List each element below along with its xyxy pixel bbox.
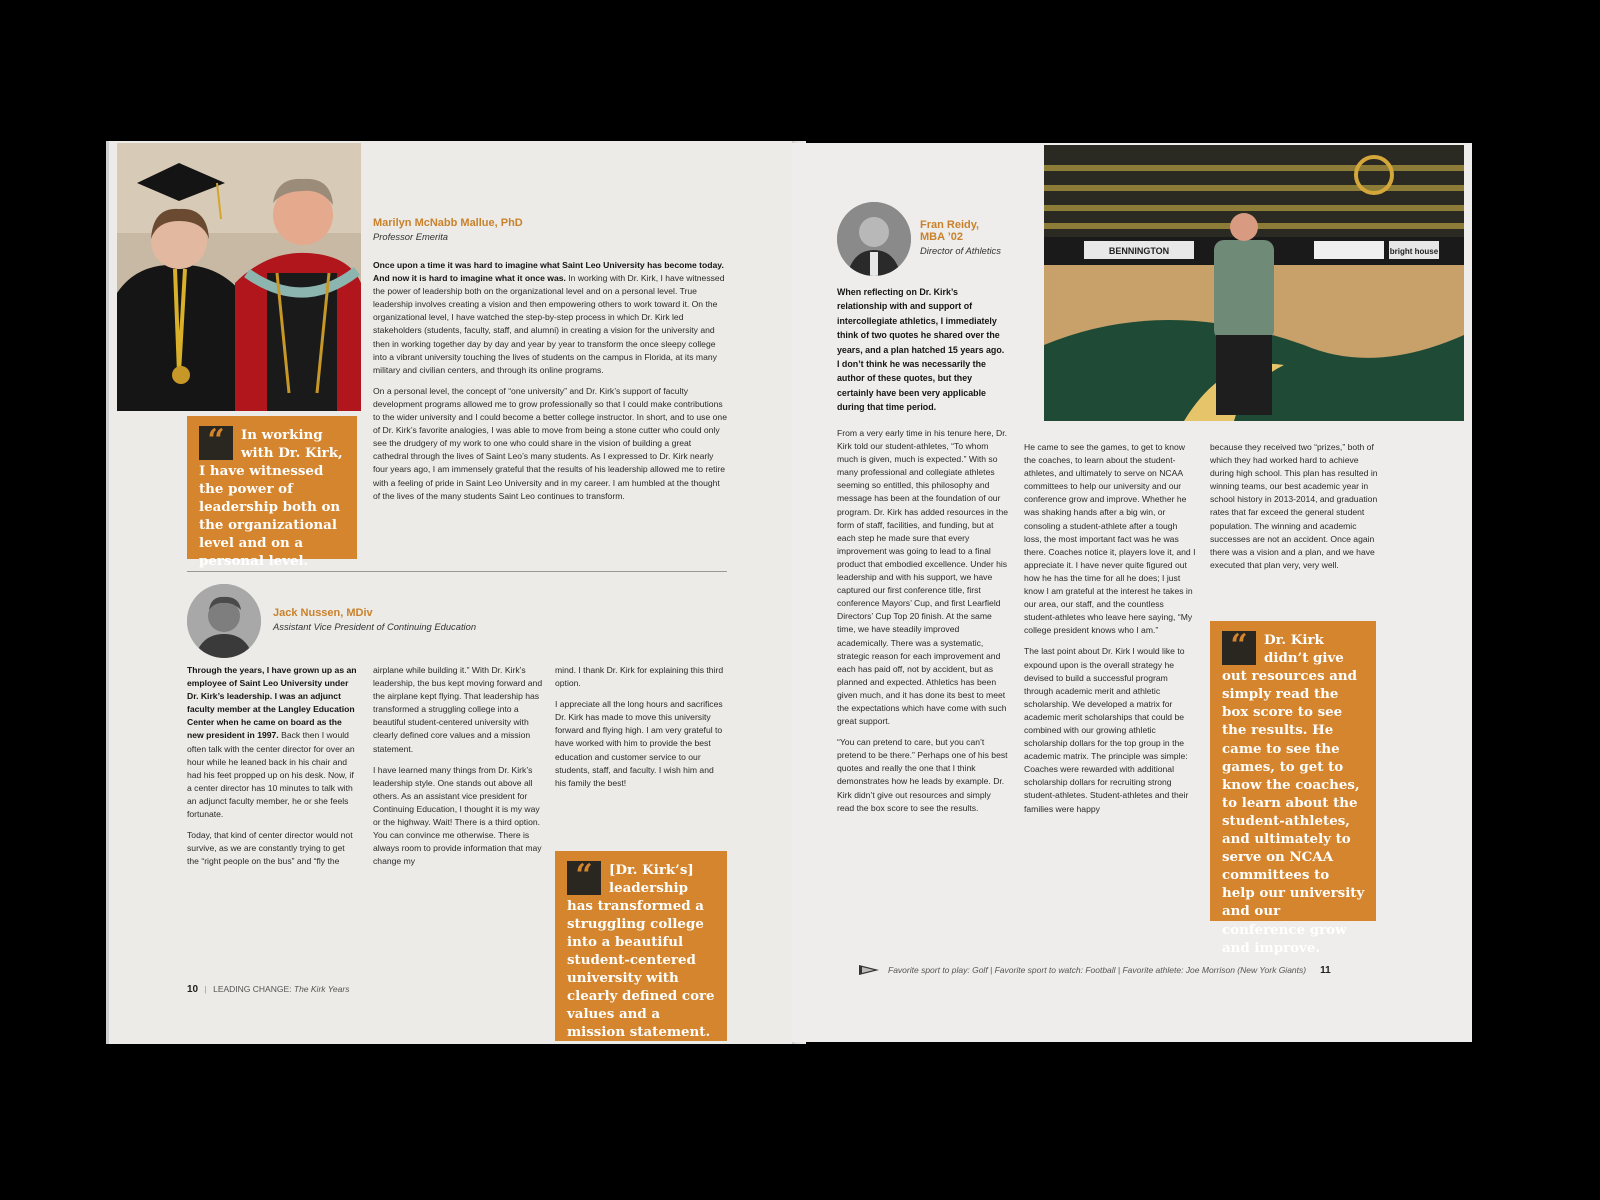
mallue-para2: On a personal level, the concept of “one university” and Dr. Kirk’s support of faculty development programs allowed me to grow professionally so that I could make contributions to the wider university and I could become a better college instructor. In short, and to use one of Dr. Kirk’s favorite analogies, I was able to move from being a stone cutter who could only see the drudgery of my work to one who could share in the vision of building a great cathedral through the lives of Saint Leo’s many students. As I expressed to Dr. Kirk nearly four years ago, I am immensely grateful that the results of his leadership allowed me to retire with a feeling of pride in Saint Leo University and in my career. I am humbled at the thought of the lives of the many students Saint Leo continues to transform. [373,385,727,501]
nussen-col2-p1: airplane while building it.” With Dr. Kirk’s leadership, the bus kept moving forward and the airplane kept flying. That leadership has transformed a struggling college into a beautiful student-centered university with clearly defined core values and a mission statement. [373,665,543,754]
quote-mark-icon: “ [1222,631,1256,665]
mallue-lead: Once upon a time it was hard to imagine what Saint Leo University has become today. And now it is hard to imagine what it once was. [373,260,724,284]
reidy-col2-p1: He came to see the games, to get to know the coaches, to learn about the student-athletes, and ultimately to serve on NCAA committees to help our university and our conference grow and improve. Whether he was shaking hands after a big win, or consoling a student-athlete after a tough loss, the most important fact was he was there. Coaches notice it, players love it, and I appreciate it. I have never quite figured out how he has the time for all he does; I just know I am grateful at the interest he takes in our area, our staff, and the countless student-athletes who leave here saying, “My college president knows who I am.” [1024,442,1196,636]
pull-quote-mallue-text: In working with Dr. Kirk, I have witnessed the power of leadership both on the organizational level and on a personal level. [199,427,343,569]
nussen-col2-p2: I have learned many things from Dr. Kirk’s leadership style. One stands out above all others. As an assistant vice president for Continuing Education, I thought it is my way or the highway. Wait! There is a third option. You can convince me otherwise. There is always room to provide information that may change my [373,764,542,867]
pull-quote-nussen [555,851,727,1041]
mallue-article [373,259,727,511]
author-name-nussen: Jack Nussen, MDiv [273,607,373,619]
left-page [109,141,792,1044]
author-role-mallue: Professor Emerita [373,231,449,242]
author-role-reidy: Director of Athletics [920,245,1001,256]
pull-quote-reidy [1210,621,1376,956]
reidy-col1-p2: “You can pretend to care, but you can’t pretend to be there.” Perhaps one of his best quotes and really the one that I think demonstrates how he leads by example. Dr. Kirk didn’t give out resources and simply read the box score to see the results. [837,737,1008,813]
quote-mark-icon: “ [199,426,233,460]
gym-photo-art [1044,145,1464,421]
reidy-col-2 [1024,441,1196,824]
right-footer [858,963,1458,977]
graduation-photo-art [117,143,361,411]
nussen-col1-text: Back then I would often talk with the center director for over an hour while he leaned back in his chair and had his feet propped up on his desk. Now, if a center director has 10 minutes to talk with an adjunct faculty member, he or she feels fortunate. [187,730,355,820]
pull-quote-nussen-text: [Dr. Kirk’s] leadership has transformed a struggling college into a beautiful student-centered university with clearly defined core values and a mission statement. [567,862,715,1040]
author-name-mallue: Marilyn McNabb Mallue, PhD [373,217,523,229]
author-name-reidy-1: Fran Reidy, [920,219,980,231]
nussen-col-3 [555,664,727,798]
nussen-lead: Through the years, I have grown up as an employee of Saint Leo University under Dr. Kirk’s leadership. I was an adjunct faculty member at the Langley Education Center when he came on board as the new president in 1997. [187,665,357,741]
nussen-col-1 [187,664,357,876]
graduation-photo [117,143,361,411]
mallue-para1: In working with Dr. Kirk, I have witnessed the power of leadership both on the organizational level and on a personal level. True leadership involves creating a vision and then empowering others to work toward it. On the organizational level, I have watched the step-by-step process in which Dr. Kirk led stakeholders (students, faculty, staff, and alumni) in creating a vision for the university and then in working together day by day and year by year to transform the once sleepy college into a vibrant university touching the lives of students on the campus in Florida, at its many military and civilian centers, and through its online programs. [373,273,725,375]
reidy-col2-p2: The last point about Dr. Kirk I would like to expound upon is the overall strategy he devised to build a successful program through academic merit and athletic scholarship. We developed a matrix for academic merit scholarships that could be combined with our growing athletic scholarship dollars for the top group in the academic matrix. The principle was simple: Coaches were rewarded with additional scholarship dollars for recruiting strong student-athletes. Student-athletes and their families were happy [1024,646,1189,814]
page-number-left: 10 [187,984,199,995]
quote-mark-icon: “ [567,861,601,895]
reidy-col3-p1: because they received two “prizes,” both of which they had worked hard to achieve during high school. This plan has resulted in winning teams, our best academic year in school history in 2013-2014, and graduation rates that far exceed the general student population. The winning and academic successes are not an accident. Once again there was a vision and a plan, and we have executed that plan very, very well. [1210,442,1378,570]
author-name-reidy-2: MBA ’02 [920,231,963,243]
page-number-right: 11 [1320,964,1331,976]
author-role-nussen: Assistant Vice President of Continuing Education [273,621,477,632]
section-divider [187,571,727,572]
nussen-col3-p1: mind. I thank Dr. Kirk for explaining this third option. [555,665,724,689]
pull-quote-mallue [187,416,357,569]
banner-bennington: BENNINGTON [1108,246,1170,256]
reidy-col1-p1: From a very early time in his tenure here, Dr. Kirk told our student-athletes, “To whom much is given, much is expected.” With so many professional and collegiate athletes seeming so entitled, this philosophy and message has been at the foundation of our program. Dr. Kirk has added resources in the form of staff, facilities, and funding, but at each step he made sure that every improvement was going to lead to a final product that embodied excellence. Under his leadership and with his support, we have captured our first conference title, first conference Mayors’ Cup, and first Learfield Directors’ Cup Top 20 finish. At the same time, we have steadily improved academically. There was a systematic, strategic reason for each improvement and each has paid off, not by accident, but as planned and expected. Athletics has been given much, and it has done its best to meet the expectations which have come with such great support. [837,428,1009,727]
gym-photo [1044,145,1464,421]
running-head-title: The Kirk Years [293,984,350,994]
left-footer: 10 | LEADING CHANGE: The Kirk Years [187,984,350,995]
pennant-logo-icon [858,963,880,977]
reidy-col-1 [837,427,1009,823]
avatar-nussen [187,584,261,658]
nussen-col3-p2: I appreciate all the long hours and sacrifices Dr. Kirk has made to move this university forward and flying high. I am very grateful to have worked with him to provide the best education and customer service to our students, staff, and faculty. I wish him and his family the best! [555,699,723,788]
right-page [792,143,1472,1042]
reidy-intro: When reflecting on Dr. Kirk’s relationship with and support of intercollegiate athletics, I immediately think of two quotes he shared over the years, and a plan hatched 15 years ago. I don’t think he was necessarily the author of these quotes, but they certainly have been very applicable during that time period. [837,287,1005,413]
running-head: LEADING CHANGE: [213,984,294,994]
pull-quote-reidy-text: Dr. Kirk didn’t give out resources and simply read the box score to see the results. He came to see the games, to get to know the coaches, to learn about the student-athletes, and ultimately to serve on NCAA committees to help our university and our conference grow and improve. [1222,632,1365,956]
favorites-line: Favorite sport to play: Golf | Favorite sport to watch: Football | Favorite athlete: Joe Morrison (New York Giants) [888,965,1307,975]
nussen-col-2 [373,664,545,876]
reidy-col-3 [1210,441,1382,580]
banner-bright-house: bright house [1389,247,1439,256]
avatar-reidy [837,202,911,276]
nussen-col1-p2: Today, that kind of center director would not survive, as we are constantly trying to get the “right people on the bus” and “fly the [187,830,353,867]
